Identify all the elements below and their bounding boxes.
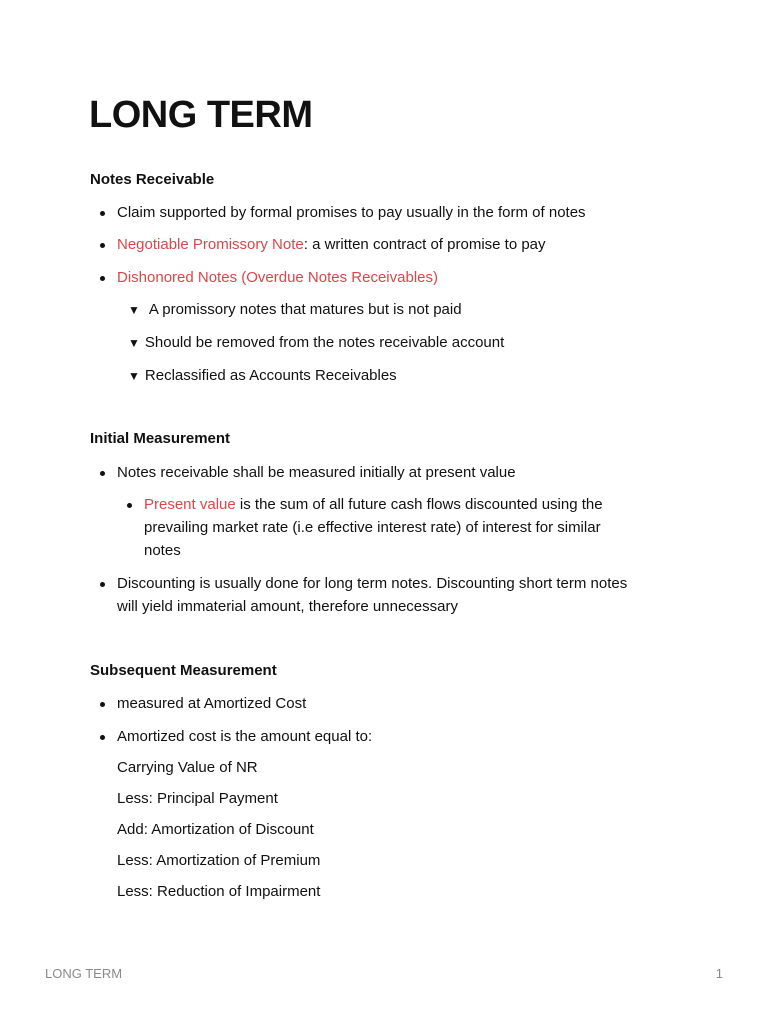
list-item-initial-measure: Notes receivable shall be measured initially at present value <box>117 464 516 481</box>
bullet-icon <box>100 735 105 740</box>
formula-line: Carrying Value of NR <box>117 759 258 776</box>
present-value-definition: is the sum of all future cash flows discounted using the <box>235 496 603 513</box>
present-value-term: Present value <box>144 496 236 513</box>
bullet-icon <box>127 503 132 508</box>
formula-line: Less: Amortization of Premium <box>117 852 321 869</box>
footer-title: LONG TERM <box>45 966 123 981</box>
toggle-item <box>128 331 504 356</box>
list-item-negotiable-note <box>117 233 546 257</box>
bullet-icon <box>100 471 105 476</box>
list-item-amortized-definition: Amortized cost is the amount equal to: <box>117 728 373 745</box>
bullet-icon <box>100 276 105 281</box>
present-value-line-3: notes <box>144 542 181 559</box>
negotiable-note-definition: : a written contract of promise to pay <box>303 236 546 253</box>
list-item-discounting: Discounting is usually done for long term notes. Discounting short term notes <box>117 575 628 592</box>
discounting-line-2: will yield immaterial amount, therefore unnecessary <box>117 598 458 615</box>
formula-line: Add: Amortization of Discount <box>117 821 314 838</box>
page-title: LONG TERM <box>89 94 313 136</box>
bullet-icon <box>100 702 105 707</box>
bullet-icon <box>100 582 105 587</box>
toggle-item-text: Should be removed from the notes receivable account <box>144 334 505 351</box>
list-item-claim: Claim supported by formal promises to pay usually in the form of notes <box>117 204 586 221</box>
triangle-down-icon: ▼ <box>128 303 140 317</box>
present-value-line-2: prevailing market rate (i.e effective interest rate) of interest for similar <box>144 519 601 536</box>
page-number: 1 <box>715 966 723 981</box>
list-item-dishonored-notes: Dishonored Notes (Overdue Notes Receivables) <box>117 269 438 286</box>
list-item-present-value <box>144 493 603 517</box>
formula-line: Less: Reduction of Impairment <box>117 883 321 900</box>
section-heading-notes-receivable: Notes Receivable <box>90 171 215 188</box>
bullet-icon <box>100 211 105 216</box>
toggle-item <box>128 298 462 323</box>
negotiable-note-term: Negotiable Promissory Note <box>117 236 304 253</box>
list-item-amortized-cost: measured at Amortized Cost <box>117 695 307 712</box>
toggle-item-text: A promissory notes that matures but is not paid <box>148 301 462 318</box>
triangle-down-icon: ▼ <box>128 369 140 383</box>
triangle-down-icon: ▼ <box>128 336 140 350</box>
formula-line: Less: Principal Payment <box>117 790 278 807</box>
section-heading-initial-measurement: Initial Measurement <box>90 430 231 447</box>
toggle-item-text: Reclassified as Accounts Receivables <box>144 367 397 384</box>
section-heading-subsequent-measurement: Subsequent Measurement <box>90 662 277 679</box>
bullet-icon <box>100 243 105 248</box>
toggle-item <box>128 364 397 389</box>
